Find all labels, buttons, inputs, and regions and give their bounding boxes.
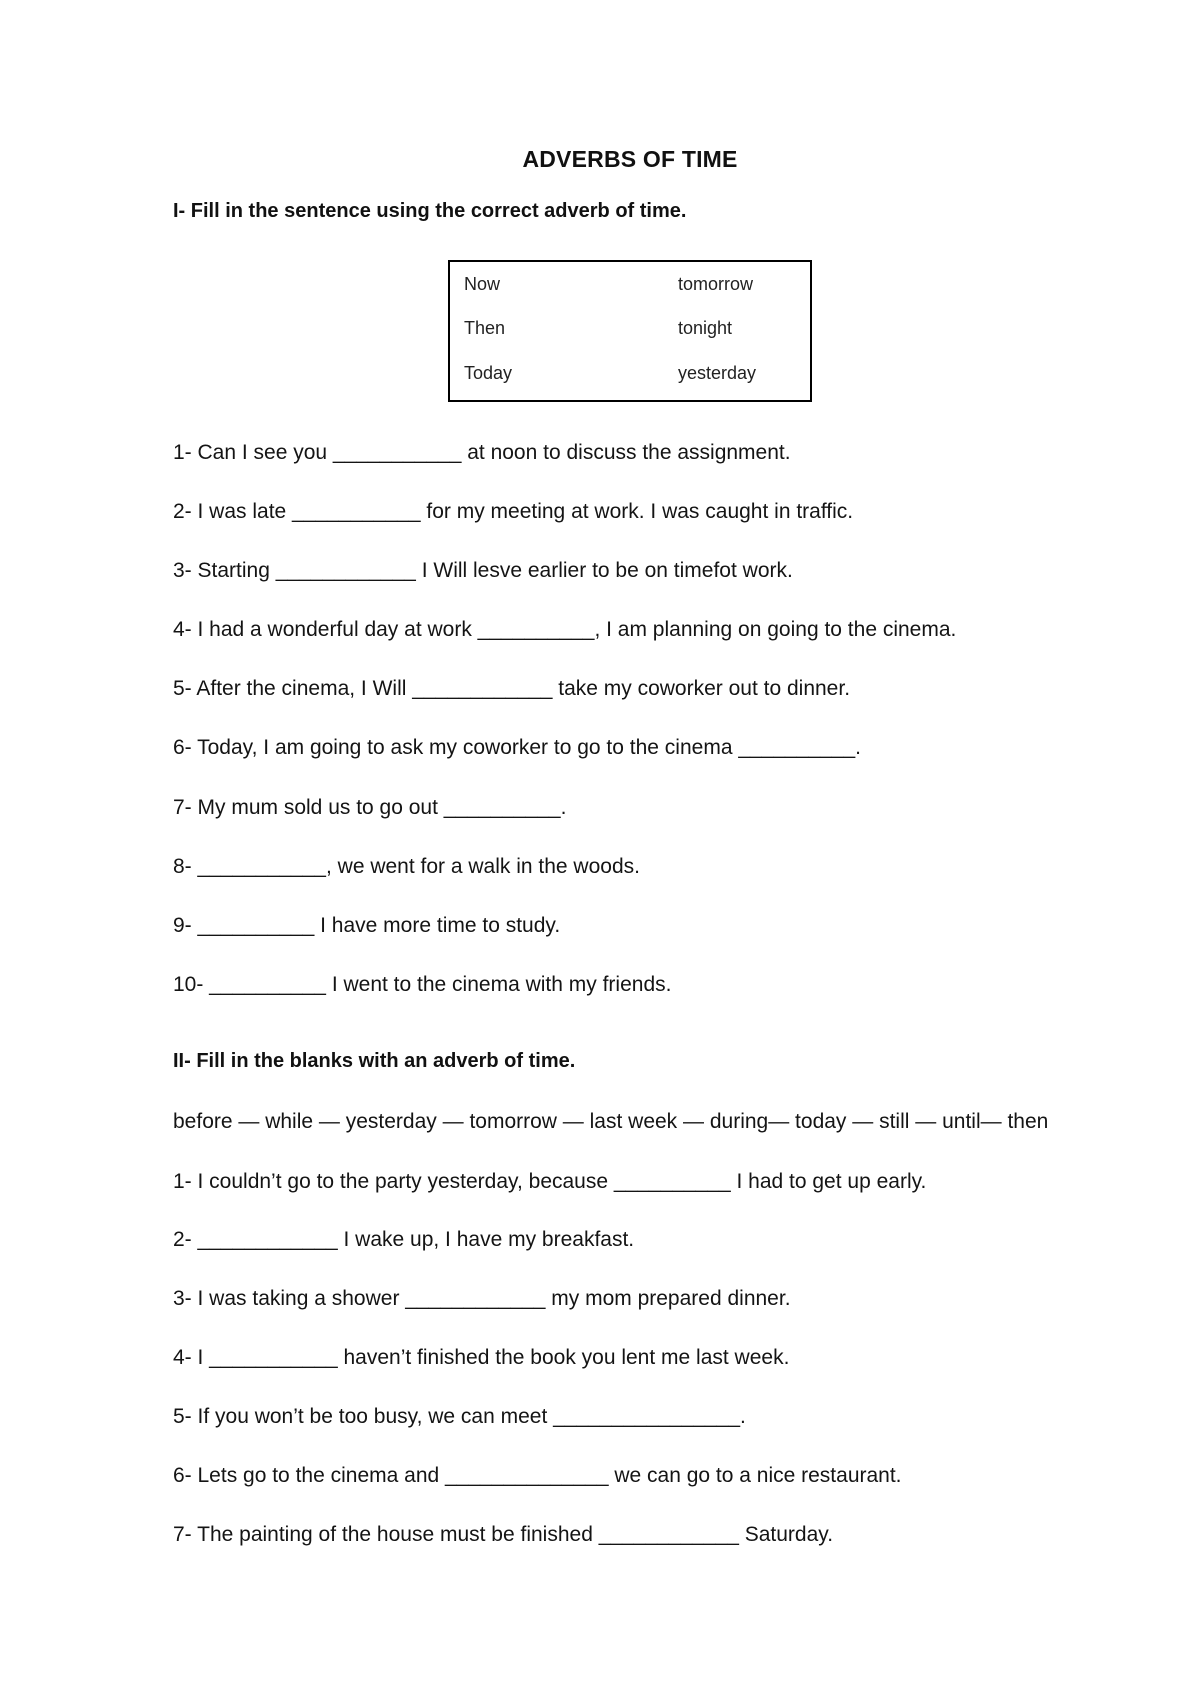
section2-heading: II- Fill in the blanks with an adverb of time. [173,1050,576,1072]
exercise1-item-4: 4- I had a wonderful day at work __________, I am planning on going to the cinema. [173,618,957,641]
exercise2-item-4: 4- I ___________ haven’t finished the book you lent me last week. [173,1346,790,1369]
exercise2-item-2: 2- ____________ I wake up, I have my breakfast. [173,1228,635,1251]
exercise2-item-6: 6- Lets go to the cinema and ______________ we can go to a nice restaurant. [173,1464,902,1487]
section1-heading: I- Fill in the sentence using the correct adverb of time. [173,200,687,222]
exercise1-item-7: 7- My mum sold us to go out __________. [173,796,567,819]
exercise1-item-2: 2- I was late ___________ for my meeting at work. I was caught in traffic. [173,500,854,523]
word-list: before — while — yesterday — tomorrow — last week — during— today — still — until— then [173,1110,1049,1133]
exercise1-item-8: 8- ___________, we went for a walk in the woods. [173,855,640,878]
exercise1-item-6: 6- Today, I am going to ask my coworker to go to the cinema __________. [173,736,861,759]
word-box-item: Now [464,274,501,294]
exercise2-item-5: 5- If you won’t be too busy, we can meet ________________. [173,1405,746,1428]
exercise1-item-10: 10- __________ I went to the cinema with my friends. [173,973,672,996]
word-box-item: yesterday [678,363,757,383]
word-box-item: Then [464,318,506,338]
page-title: ADVERBS OF TIME [522,146,738,172]
word-box-item: Today [464,363,513,383]
exercise1-item-9: 9- __________ I have more time to study. [173,914,561,937]
exercise2-item-1: 1- I couldn’t go to the party yesterday, because __________ I had to get up early. [173,1170,927,1193]
exercise2-item-7: 7- The painting of the house must be finished ____________ Saturday. [173,1523,834,1546]
exercise1-item-5: 5- After the cinema, I Will ____________ take my coworker out to dinner. [173,677,851,700]
exercise2-item-3: 3- I was taking a shower ____________ my mom prepared dinner. [173,1287,791,1310]
word-box [448,260,812,402]
exercise1-item-1: 1- Can I see you ___________ at noon to discuss the assignment. [173,441,791,464]
word-box-item: tomorrow [678,274,754,294]
exercise1-item-3: 3- Starting ____________ I Will lesve earlier to be on timefot work. [173,559,793,582]
word-box-item: tonight [678,318,733,338]
